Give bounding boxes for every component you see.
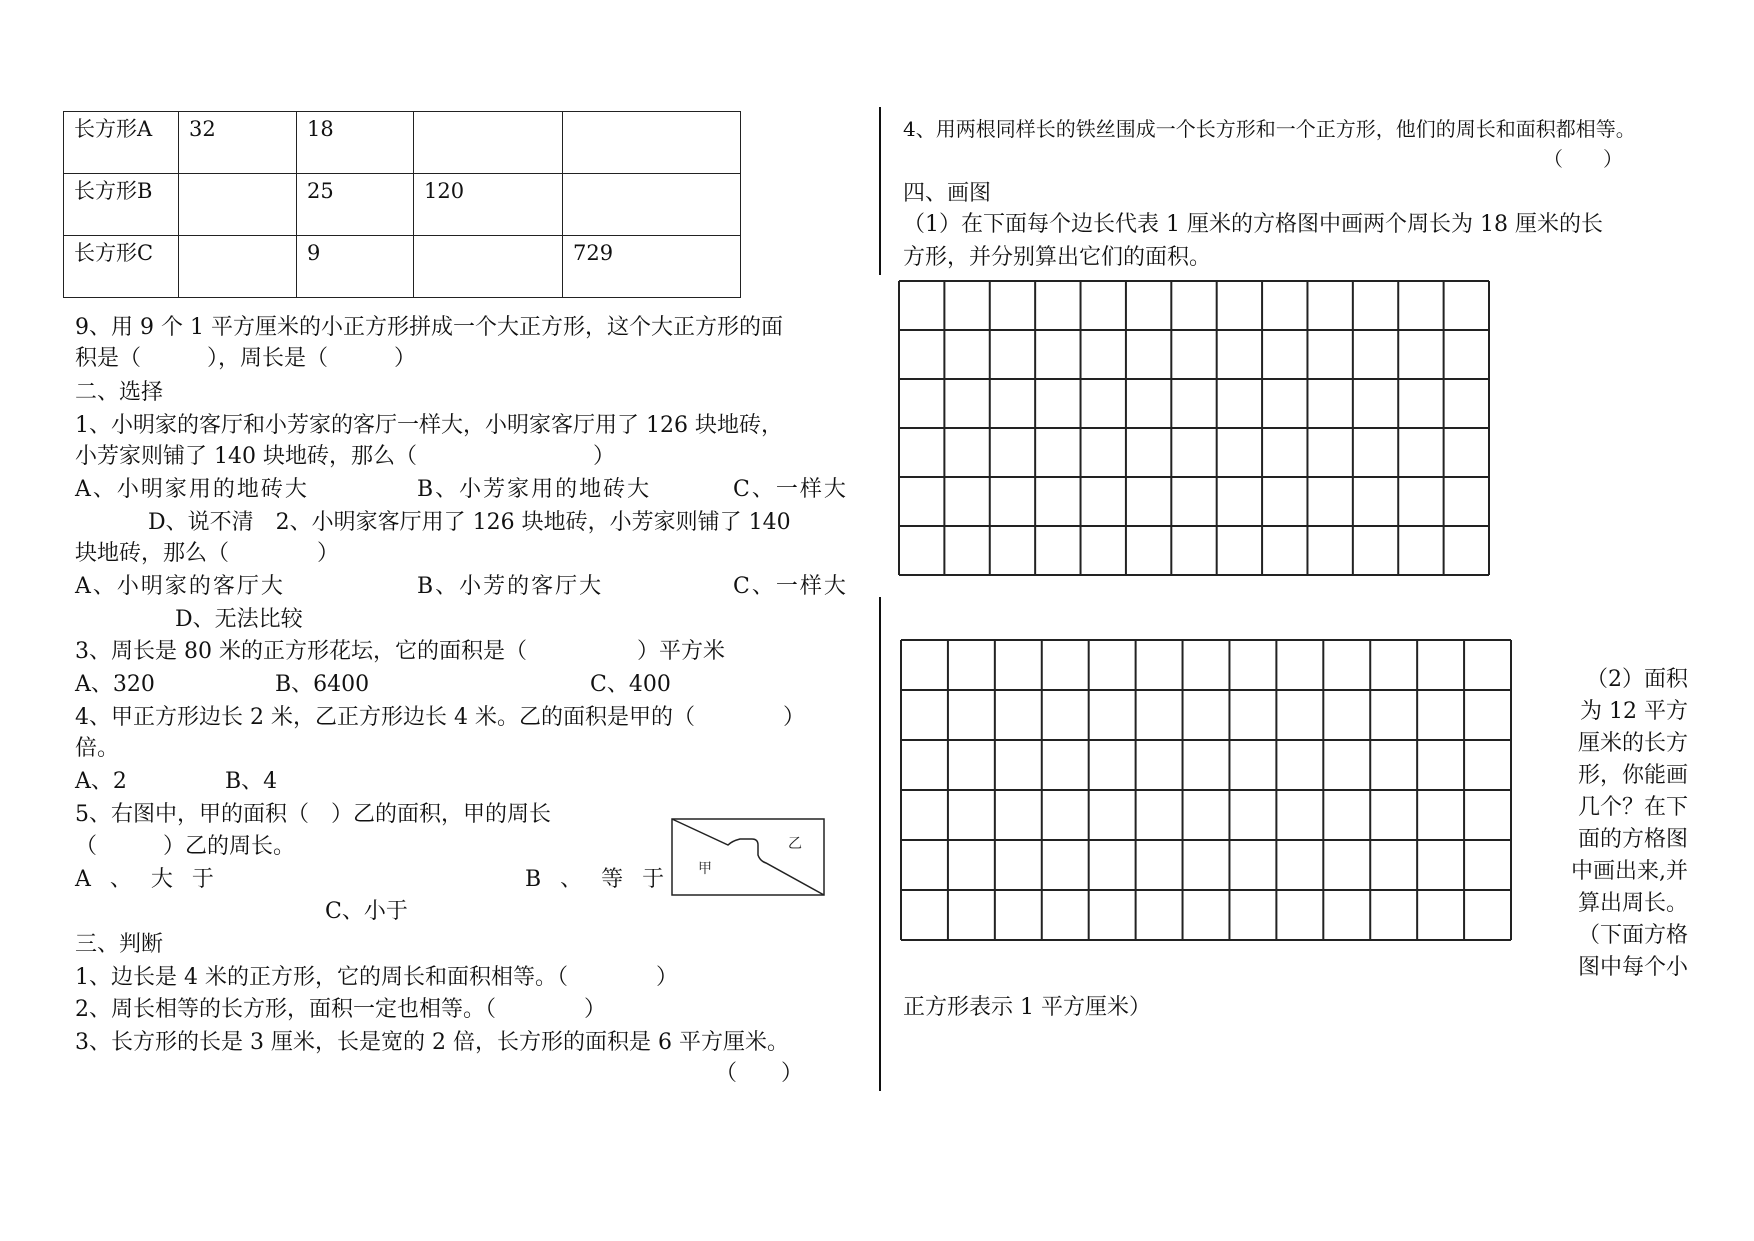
- choice4-option-a: A、2: [75, 769, 127, 794]
- choice3-option-a: A、320: [75, 672, 155, 697]
- section-judge-title: 三、判断: [75, 932, 164, 957]
- table-cell: [179, 174, 297, 236]
- choice2-option-a: A、小明家的客厅大: [75, 574, 285, 599]
- area-perimeter-figure: [670, 817, 828, 899]
- table-cell: 25: [297, 174, 414, 236]
- table-cell: [563, 174, 741, 236]
- judge3: 3、长方形的长是 3 厘米，长是宽的 2 倍，长方形的面积是 6 平方厘米。: [75, 1030, 789, 1055]
- draw1-line2: 方形，并分别算出它们的面积。: [903, 245, 1212, 270]
- choice4-line2: 倍。: [75, 736, 120, 761]
- judge2: 2、周长相等的长方形，面积一定也相等。（ ）: [75, 997, 606, 1022]
- section-choice-title: 二、选择: [75, 380, 164, 405]
- draw2-line: 为 12 平方: [1580, 699, 1688, 724]
- choice5-line2: （ ）乙的周长。: [75, 834, 296, 859]
- q9-line1: 9、用 9 个 1 平方厘米的小正方形拼成一个大正方形，这个大正方形的面: [75, 315, 783, 340]
- table-cell: 18: [297, 112, 414, 174]
- choice5-option-c: C、小于: [325, 899, 408, 924]
- draw2-text: [1558, 664, 1688, 984]
- choice4-option-b: B、4: [225, 769, 278, 794]
- table-cell: 长方形C: [64, 236, 179, 298]
- table-cell: [414, 236, 563, 298]
- table-cell: [179, 236, 297, 298]
- choice2-option-b: B、小芳的客厅大: [417, 574, 604, 599]
- grid-paper-2[interactable]: [900, 639, 1512, 941]
- table-cell: 长方形A: [64, 112, 179, 174]
- draw2-line: 厘米的长方: [1577, 731, 1688, 756]
- choice1-line2: 小芳家则铺了 140 块地砖，那么（ ）: [75, 444, 615, 469]
- draw2-line: （下面方格: [1577, 923, 1688, 948]
- choice1-option-b: B、小芳家用的地砖大: [417, 477, 652, 502]
- draw2-line: 中画出来,并: [1571, 859, 1688, 884]
- figure-label-yi: 乙: [788, 836, 802, 852]
- draw2-line: 形，你能画: [1577, 763, 1688, 788]
- choice2-line2: 块地砖，那么（ ）: [75, 541, 340, 566]
- table-cell: [414, 112, 563, 174]
- draw2-last-line: 正方形表示 1 平方厘米）: [903, 995, 1151, 1020]
- choice3-option-b: B、6400: [275, 672, 370, 697]
- column-divider-bottom: [879, 597, 881, 1091]
- draw2-line: 几个？在下: [1577, 795, 1688, 820]
- table-cell: [563, 112, 741, 174]
- table-cell: 32: [179, 112, 297, 174]
- table-row: [64, 174, 741, 236]
- table-row: [64, 112, 741, 174]
- q9-line2: 积是（ ），周长是（ ）: [75, 346, 417, 371]
- figure-label-jia: 甲: [698, 861, 712, 877]
- judge4-paren: （ ）: [1543, 147, 1623, 171]
- choice2-option-d: D、无法比较: [175, 607, 303, 632]
- choice4-line1: 4、甲正方形边长 2 米，乙正方形边长 4 米。乙的面积是甲的（ ）: [75, 705, 805, 730]
- choice3-option-c: C、400: [590, 672, 671, 697]
- choice2-option-c: C、一样大: [733, 574, 848, 599]
- draw1-line1: （1）在下面每个边长代表 1 厘米的方格图中画两个周长为 18 厘米的长: [903, 212, 1603, 237]
- draw2-line: （2）面积: [1586, 667, 1688, 692]
- choice1-option-c: C、一样大: [733, 477, 848, 502]
- table-cell: 长方形B: [64, 174, 179, 236]
- choice1-option-d-and-choice2: D、说不清 2、小明家客厅用了 126 块地砖，小芳家则铺了 140: [148, 510, 791, 535]
- data-table: [63, 111, 741, 298]
- draw2-line: 图中每个小: [1577, 955, 1688, 980]
- table-cell: 120: [414, 174, 563, 236]
- choice3-line1: 3、周长是 80 米的正方形花坛，它的面积是（ ）平方米: [75, 639, 725, 664]
- table-cell: 9: [297, 236, 414, 298]
- draw2-line: 面的方格图: [1577, 827, 1688, 852]
- column-divider-top: [879, 107, 881, 275]
- choice5-option-a: A 、 大 于: [75, 867, 220, 892]
- choice5-option-b: B 、 等 于: [525, 867, 671, 892]
- choice1-line1: 1、小明家的客厅和小芳家的客厅一样大，小明家客厅用了 126 块地砖，: [75, 413, 783, 438]
- judge1: 1、边长是 4 米的正方形，它的周长和面积相等。（ ）: [75, 965, 678, 990]
- draw2-line: 算出周长。: [1577, 891, 1688, 916]
- section-draw-title: 四、画图: [903, 181, 992, 206]
- grid-paper-1[interactable]: [898, 280, 1490, 576]
- judge3-paren: （ ）: [715, 1061, 804, 1086]
- table-cell: 729: [563, 236, 741, 298]
- table-row: [64, 236, 741, 298]
- choice5-line1: 5、右图中，甲的面积（ ）乙的面积，甲的周长: [75, 802, 551, 827]
- judge4-line1: 4、用两根同样长的铁丝围成一个长方形和一个正方形，他们的周长和面积都相等。: [903, 117, 1636, 141]
- choice1-option-a: A、小明家用的地砖大: [75, 477, 309, 502]
